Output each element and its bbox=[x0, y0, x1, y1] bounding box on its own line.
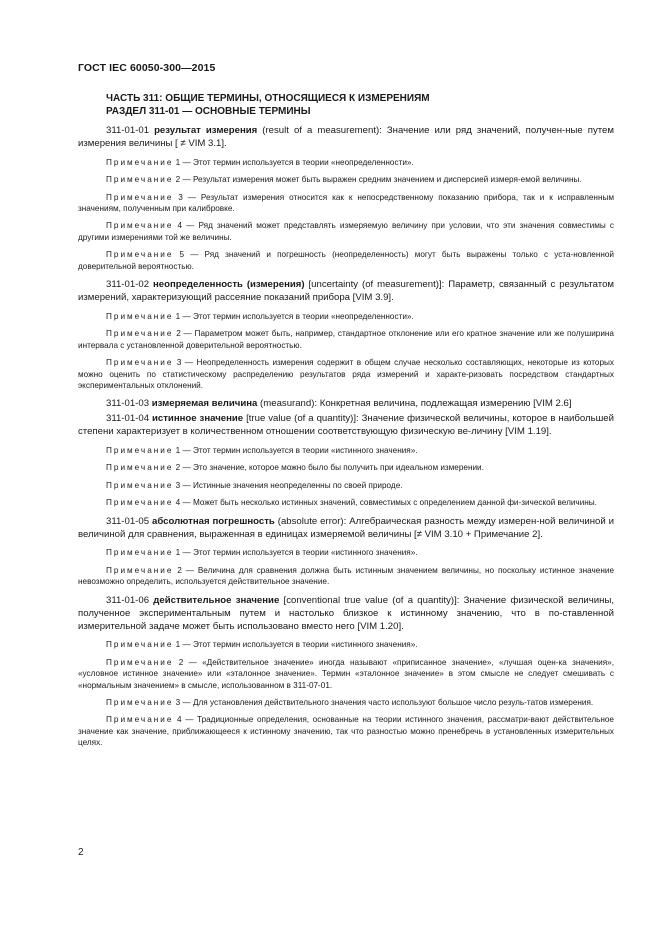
page-number: 2 bbox=[78, 847, 84, 858]
note-text: 4 — Может быть несколько истинных значений, совместимых с определением данной фи-зической величины. bbox=[173, 498, 597, 508]
note-text: 1 — Этот термин используется в теории «неопределенности». bbox=[173, 157, 414, 167]
note bbox=[78, 174, 614, 185]
note bbox=[78, 714, 614, 748]
term-name: абсолютная погрешность bbox=[151, 515, 275, 527]
note-label: Примечание bbox=[106, 715, 174, 725]
term-definition: [conventional true value (of a quantity)]: Значение физической величины, полученное экспериментальным путем и настолько близкое к истинному значению, что в по-ставленной измерительной задаче может быть использовано вместо него [VIM 1.20]. bbox=[78, 594, 615, 632]
note bbox=[78, 462, 614, 473]
term-entry bbox=[78, 279, 614, 305]
note-label: Примечание bbox=[106, 221, 174, 231]
term-definition: (result of a measurement): Значение или ряд значений, получен-ные путем измерения величины [ ≠ VIM 3.1]. bbox=[78, 125, 614, 149]
note bbox=[78, 639, 614, 650]
note-text: 5 — Ряд значений и погрешность (неопределенность) могут быть выражены только с уста-новленной доверительной вероятностью. bbox=[78, 250, 614, 271]
note-label: Примечание bbox=[106, 446, 174, 456]
note-label: Примечание bbox=[106, 565, 174, 575]
note-text: 2 — «Действительное значение» иногда называют «приписанное значение», «лучшая оцен-ка значения», «условное истинное значение» или «эталонное значение». Термин «эталонное значение» в этом смысле не следует смешивать с «нормальным значением» в смысле, использованном в 311-07-01. bbox=[78, 657, 614, 690]
term-name: истинное значение bbox=[151, 413, 244, 425]
note-label: Примечание bbox=[106, 329, 174, 339]
note bbox=[78, 480, 614, 491]
note bbox=[78, 157, 614, 168]
note bbox=[78, 547, 614, 558]
note-text: 3 — Неопределенность измерения содержит в общем случае несколько составляющих, некоторые из которых можно оценить по статистическому распределению результатов ряда измерений и характе-ризовать посредством стандартных экспериментальных отклонений. bbox=[78, 358, 614, 390]
document-header: ГОСТ IEC 60050-300—2015 bbox=[78, 62, 216, 74]
note-text: 3 — Для установления действительного значения часто используют большое число резуль-татов измерения. bbox=[173, 698, 594, 708]
note-text: 4 — Традиционные определения, основанные на теории истинного значения, рассматри-вают действительное значение как значение, приближающееся к истинному значению, так что разностью можно пренебречь в установленных измерительных целях. bbox=[78, 715, 614, 748]
term-definition: (absolute error): Алгебраическая разность между измерен-ной величиной и величиной для сравнения, выраженная в единицах измеряемой величины [≠ VIM 3.10 + Примечание 2]. bbox=[78, 515, 615, 540]
note bbox=[78, 565, 614, 588]
note-label: Примечание bbox=[106, 698, 174, 708]
note-text: 3 — Результат измерения относится как к непосредственному показанию прибора, так и к исправленным значениям, полученным при калибровке. bbox=[78, 192, 614, 214]
term-entry bbox=[78, 595, 614, 634]
term-number: 311-01-02 bbox=[106, 279, 150, 291]
term-number: 311-01-04 bbox=[106, 413, 150, 425]
note-text: 1 — Этот термин используется в теории «истинного значения». bbox=[173, 640, 418, 650]
note-label: Примечание bbox=[106, 480, 174, 490]
note-text: 1 — Этот термин используется в теории «истинного значения». bbox=[173, 548, 418, 558]
term-entry bbox=[78, 125, 614, 151]
note-text: 1 — Этот термин используется в теории «неопределенности». bbox=[173, 311, 414, 321]
term-definition: (measurand): Конкретная величина, подлежащая измерению [VIM 2.6] bbox=[257, 398, 572, 410]
term-number: 311-01-03 bbox=[106, 398, 150, 410]
note bbox=[78, 192, 614, 215]
term-definition: [true value (of a quantity)]: Значение физической величины, которое в наибольшей степени характеризует в количественном отношении соответствующую физическую ве-личину [VIM 1.19]. bbox=[78, 413, 615, 438]
note bbox=[78, 445, 614, 456]
note-label: Примечание bbox=[106, 640, 174, 650]
note-label: Примечание bbox=[106, 192, 174, 202]
note-text: 3 — Истинные значения неопределенны по своей природе. bbox=[173, 480, 403, 490]
term-name: результат измерения bbox=[154, 125, 258, 136]
note-label: Примечание bbox=[106, 463, 174, 473]
note bbox=[78, 328, 614, 351]
note bbox=[78, 249, 614, 272]
term-entry bbox=[78, 413, 614, 439]
note bbox=[78, 357, 614, 391]
note bbox=[78, 657, 614, 691]
document-body bbox=[78, 92, 614, 749]
term-name: измеряемая величина bbox=[151, 398, 258, 410]
term-number: 311-01-05 bbox=[106, 515, 150, 527]
note-text: 2 — Величина для сравнения должна быть истинным значением величины, но поскольку истинное значение невозможно определить, используется действительное значение. bbox=[78, 565, 614, 587]
term-definition: [uncertainty (of measurement)]: Параметр, связанный с результатом измерений, характеризующий рассеяние показаний прибора [VIM 3.9]. bbox=[78, 279, 615, 303]
note bbox=[78, 311, 614, 322]
note bbox=[78, 497, 614, 508]
note-label: Примечание bbox=[106, 311, 174, 321]
note-text: 2 — Результат измерения может быть выражен средним значением и дисперсией измеря-емой величины. bbox=[173, 175, 582, 185]
note-label: Примечание bbox=[106, 157, 174, 167]
part-heading: ЧАСТЬ 311: ОБЩИЕ ТЕРМИНЫ, ОТНОСЯЩИЕСЯ К ИЗМЕРЕНИЯМ bbox=[106, 93, 430, 104]
section-heading: РАЗДЕЛ 311-01 — ОСНОВНЫЕ ТЕРМИНЫ bbox=[106, 106, 311, 117]
note bbox=[78, 220, 614, 243]
note-label: Примечание bbox=[106, 175, 174, 185]
note-text: 2 — Параметром может быть, например, стандартное отклонение или его кратное значение или же полуширина интервала с установленной доверительной вероятностью. bbox=[78, 329, 614, 350]
term-name: действительное значение bbox=[153, 594, 280, 606]
term-number: 311-01-01 bbox=[106, 125, 150, 136]
term-number: 311-01-06 bbox=[106, 594, 150, 606]
note-label: Примечание bbox=[106, 358, 174, 368]
note-label: Примечание bbox=[106, 498, 174, 508]
note-text: 1 — Этот термин используется в теории «истинного значения». bbox=[173, 446, 418, 456]
note-text: 2 — Это значение, которое можно было бы получить при идеальном измерении. bbox=[173, 463, 484, 473]
term-entry bbox=[78, 516, 614, 542]
note bbox=[78, 697, 614, 708]
term-name: неопределенность (измерения) bbox=[152, 279, 305, 291]
note-text: 4 — Ряд значений может представлять измеряемую величину при условии, что эти значения совместимы с другими измерениями той же величины. bbox=[78, 221, 614, 242]
note-label: Примечание bbox=[106, 250, 174, 260]
term-entry bbox=[78, 398, 614, 411]
note-label: Примечание bbox=[106, 548, 174, 558]
note-label: Примечание bbox=[106, 657, 174, 667]
